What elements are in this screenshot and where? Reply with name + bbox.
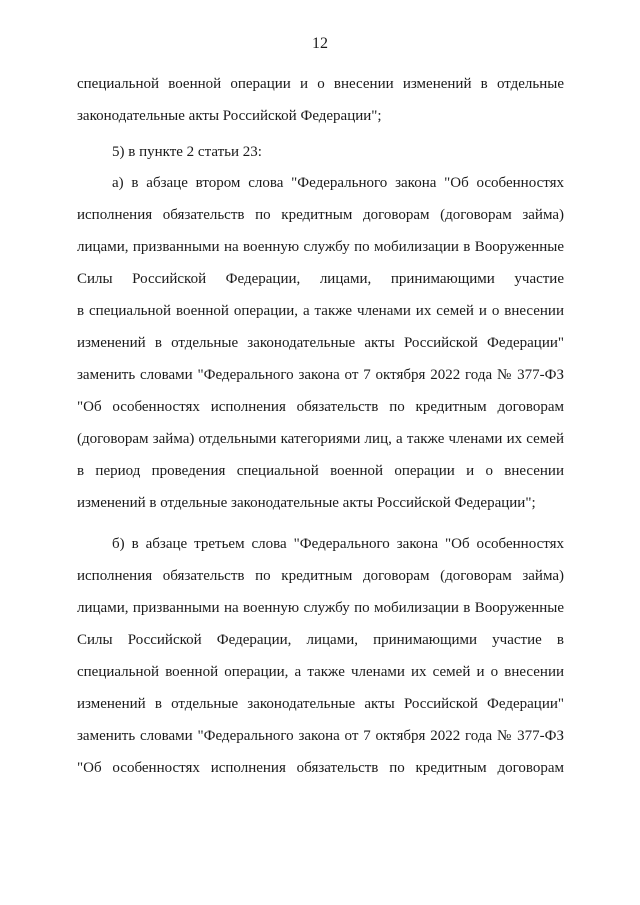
paragraph-continuation xyxy=(77,68,564,132)
text-line: изменений в отдельные законодательные акты Российской Федерации" xyxy=(77,696,564,712)
text-line: исполнения обязательств по кредитным договорам (договорам займа) xyxy=(77,568,564,584)
text-line: лицами, призванными на военную службу по мобилизации в Вооруженные xyxy=(77,600,564,616)
paragraph-subitem-b xyxy=(77,528,564,784)
text-line: законодательные акты Российской Федерации"; xyxy=(77,108,382,124)
paragraph-item-5 xyxy=(77,136,564,168)
text-line: исполнения обязательств по кредитным договорам (договорам займа) xyxy=(77,207,564,223)
text-line: лицами, призванными на военную службу по мобилизации в Вооруженные xyxy=(77,239,564,255)
text-line: изменений в отдельные законодательные акты Российской Федерации"; xyxy=(77,495,536,511)
text-line: в специальной военной операции, а также членами их семей и о внесении xyxy=(77,303,564,319)
text-line: специальной военной операции, а также членами их семей и о внесении xyxy=(77,664,564,680)
text-line: заменить словами "Федерального закона от 7 октября 2022 года № 377-ФЗ xyxy=(77,728,564,744)
text-line: в период проведения специальной военной операции и о внесении xyxy=(77,463,564,479)
text-line: б) в абзаце третьем слова "Федерального закона "Об особенностях xyxy=(112,536,564,552)
paragraph-subitem-a xyxy=(77,167,564,519)
text-line: заменить словами "Федерального закона от 7 октября 2022 года № 377-ФЗ xyxy=(77,367,564,383)
text-line: Силы Российской Федерации, лицами, принимающими участие в xyxy=(77,632,564,648)
page-number: 12 xyxy=(312,35,328,52)
text-line: 5) в пункте 2 статьи 23: xyxy=(112,144,262,160)
text-line: специальной военной операции и о внесении изменений в отдельные xyxy=(77,76,564,92)
text-line: "Об особенностях исполнения обязательств по кредитным договорам xyxy=(77,399,564,415)
text-line: изменений в отдельные законодательные акты Российской Федерации" xyxy=(77,335,564,351)
text-line: (договорам займа) отдельными категориями лиц, а также членами их семей xyxy=(77,431,564,447)
text-line: Силы Российской Федерации, лицами, принимающими участие xyxy=(77,271,564,287)
text-line: "Об особенностях исполнения обязательств по кредитным договорам xyxy=(77,760,564,776)
text-line: а) в абзаце втором слова "Федерального закона "Об особенностях xyxy=(112,175,564,191)
